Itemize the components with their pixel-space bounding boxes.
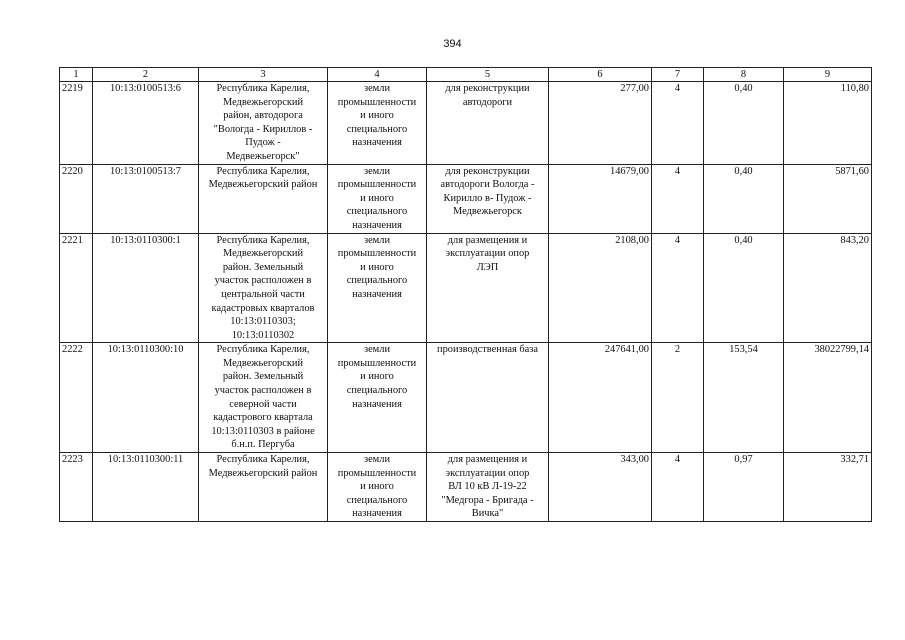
permitted-use-cell-line: для реконструкции	[445, 83, 530, 94]
column-number: 4	[328, 68, 427, 82]
row-number-cell: 2219	[60, 82, 93, 165]
location-cell-line: кадастровых кварталов	[211, 302, 315, 314]
land-category-cell	[328, 164, 427, 233]
column-7-cell: 4	[652, 233, 704, 343]
land-category-cell-line: земли	[363, 344, 391, 356]
permitted-use-cell	[427, 82, 549, 165]
table-row	[60, 453, 872, 522]
column-9-cell: 38022799,14	[784, 343, 872, 453]
column-7-cell: 4	[652, 82, 704, 165]
table-row	[60, 82, 872, 165]
land-category-cell-line: промышленности	[337, 248, 417, 260]
land-category-cell-line: назначения	[352, 398, 402, 410]
land-category-cell-line: и иного	[360, 481, 394, 493]
permitted-use-cell-line: для размещения и	[447, 234, 528, 246]
land-registry-table	[59, 67, 872, 522]
location-cell-line: б.н.п. Пергуба	[231, 439, 295, 451]
permitted-use-cell	[427, 453, 549, 522]
land-category-cell-line: назначения	[352, 137, 402, 149]
location-cell-line: 10:13:0110302	[231, 329, 295, 341]
column-8-cell: 0,97	[704, 453, 784, 522]
cadastral-number-cell: 10:13:0100513:7	[93, 164, 199, 233]
table-row	[60, 343, 872, 453]
location-cell-line: Пудож -	[245, 137, 281, 149]
area-cell: 247641,00	[549, 343, 652, 453]
land-category-cell-line: специального	[346, 275, 408, 287]
column-number: 1	[60, 68, 93, 82]
land-category-cell	[328, 453, 427, 522]
permitted-use-cell-line: Медвежьегорск	[453, 206, 522, 218]
permitted-use-cell	[427, 343, 549, 453]
column-number: 6	[549, 68, 652, 82]
permitted-use-cell-line: для реконструкции	[445, 165, 530, 177]
land-category-cell-line: специального	[346, 494, 408, 506]
row-number-cell: 2222	[60, 343, 93, 453]
location-cell-line: Республика Карелия,	[216, 344, 310, 356]
column-7-cell: 4	[652, 164, 704, 233]
column-number: 5	[427, 68, 549, 82]
land-category-cell	[328, 343, 427, 453]
land-category-cell-line: земли	[363, 234, 391, 246]
location-cell-line: Медвежьегорск"	[226, 150, 300, 162]
permitted-use-cell-line: эксплуатации опор	[445, 467, 530, 479]
location-cell-line: участок расположен в	[214, 385, 312, 397]
location-cell-line: северной части	[229, 398, 297, 410]
land-category-cell-line: и иного	[360, 371, 394, 383]
table-row	[60, 164, 872, 233]
column-8-cell: 0,40	[704, 82, 784, 165]
column-number: 8	[704, 68, 784, 82]
row-number-cell: 2221	[60, 233, 93, 343]
area-cell: 2108,00	[549, 233, 652, 343]
land-category-cell	[328, 233, 427, 343]
column-number: 2	[93, 68, 199, 82]
land-category-cell-line: специального	[346, 206, 408, 218]
location-cell-line: Медвежьегорский район	[208, 467, 318, 479]
column-number-row	[60, 68, 872, 82]
location-cell-line: район, автодорога	[223, 110, 303, 122]
cadastral-number-cell: 10:13:0110300:1	[93, 233, 199, 343]
location-cell-line: район. Земельный	[222, 371, 304, 383]
location-cell-line: 10:13:0110303 в районе	[211, 425, 315, 437]
land-category-cell-line: промышленности	[337, 96, 417, 108]
location-cell-line: Республика Карелия,	[216, 83, 310, 94]
permitted-use-cell-line: автодороги	[462, 96, 513, 108]
land-category-cell-line: назначения	[352, 219, 402, 231]
land-category-cell-line: земли	[363, 83, 391, 94]
location-cell-line: Республика Карелия,	[216, 165, 310, 177]
permitted-use-cell-line: ВЛ 10 кВ Л-19-22	[448, 481, 527, 493]
cadastral-number-cell: 10:13:0110300:11	[93, 453, 199, 522]
column-9-cell: 843,20	[784, 233, 872, 343]
land-category-cell-line: назначения	[352, 508, 402, 520]
land-category-cell-line: специального	[346, 123, 408, 135]
location-cell-line: "Вологда - Кириллов -	[213, 123, 313, 135]
permitted-use-cell-line: Кирилло в- Пудож -	[443, 192, 532, 204]
location-cell	[199, 453, 328, 522]
land-category-cell-line: земли	[363, 165, 391, 177]
cadastral-number-cell: 10:13:0110300:10	[93, 343, 199, 453]
location-cell-line: район. Земельный	[222, 261, 304, 273]
column-7-cell: 2	[652, 343, 704, 453]
area-cell: 14679,00	[549, 164, 652, 233]
permitted-use-cell-line: ЛЭП	[476, 261, 499, 273]
location-cell-line: центральной части	[221, 288, 305, 300]
permitted-use-cell-line: Вичка"	[471, 508, 504, 520]
permitted-use-cell-line: эксплуатации опор	[445, 248, 530, 260]
permitted-use-cell	[427, 233, 549, 343]
area-cell: 277,00	[549, 82, 652, 165]
location-cell-line: Республика Карелия,	[216, 234, 310, 246]
location-cell-line: кадастрового квартала	[213, 412, 313, 424]
column-9-cell: 5871,60	[784, 164, 872, 233]
land-category-cell-line: назначения	[352, 288, 402, 300]
column-9-cell: 332,71	[784, 453, 872, 522]
land-category-cell-line: и иного	[360, 110, 394, 122]
column-number: 7	[652, 68, 704, 82]
permitted-use-cell-line: автодороги Вологда -	[440, 179, 535, 191]
location-cell-line: 10:13:0110303;	[230, 316, 296, 328]
location-cell-line: Медвежьегорский	[222, 248, 304, 260]
land-category-cell-line: и иного	[360, 261, 394, 273]
area-cell: 343,00	[549, 453, 652, 522]
column-number: 3	[199, 68, 328, 82]
location-cell-line: Республика Карелия,	[216, 454, 310, 466]
page-number: 394	[443, 38, 462, 50]
location-cell	[199, 233, 328, 343]
location-cell	[199, 164, 328, 233]
column-8-cell: 0,40	[704, 233, 784, 343]
location-cell-line: участок расположен в	[214, 275, 312, 287]
location-cell	[199, 82, 328, 165]
land-category-cell-line: и иного	[360, 192, 394, 204]
row-number-cell: 2220	[60, 164, 93, 233]
location-cell-line: Медвежьегорский	[222, 357, 304, 369]
column-9-cell: 110,80	[784, 82, 872, 165]
row-number-cell: 2223	[60, 453, 93, 522]
permitted-use-cell-line: производственная база	[437, 344, 538, 356]
column-8-cell: 0,40	[704, 164, 784, 233]
location-cell	[199, 343, 328, 453]
land-category-cell-line: промышленности	[337, 357, 417, 369]
table-row	[60, 233, 872, 343]
location-cell-line: Медвежьегорский	[222, 96, 304, 108]
land-category-cell-line: специального	[346, 385, 408, 397]
permitted-use-cell	[427, 164, 549, 233]
column-8-cell: 153,54	[704, 343, 784, 453]
permitted-use-cell-line: "Медгора - Бригада -	[441, 494, 534, 506]
land-category-cell-line: земли	[363, 454, 391, 466]
land-category-cell-line: промышленности	[337, 179, 417, 191]
location-cell-line: Медвежьегорский район	[208, 179, 318, 191]
column-number: 9	[784, 68, 872, 82]
permitted-use-cell-line: для размещения и	[447, 454, 528, 466]
cadastral-number-cell: 10:13:0100513:6	[93, 82, 199, 165]
land-category-cell-line: промышленности	[337, 467, 417, 479]
land-category-cell	[328, 82, 427, 165]
column-7-cell: 4	[652, 453, 704, 522]
